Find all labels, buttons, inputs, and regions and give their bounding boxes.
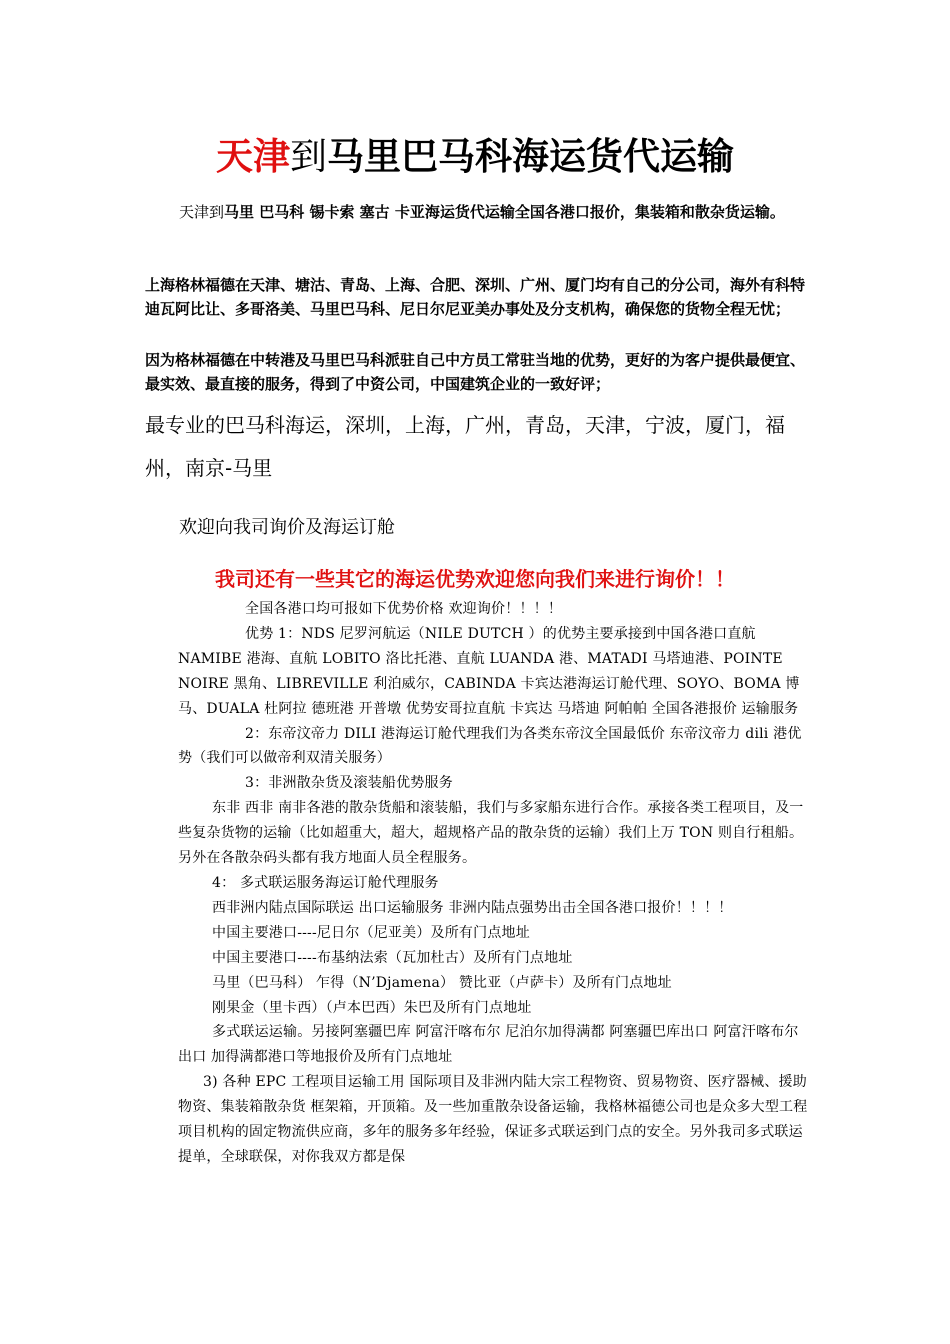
page-title xyxy=(0,126,950,180)
body-line-1: 全国各港口均可报如下优势价格 欢迎询价！！！！ xyxy=(245,601,563,617)
body-multimodal: 多式联运运输。另接阿塞疆巴库 阿富汗喀布尔 尼泊尔加得满都 阿塞疆巴库出口 阿富汗喀布尔出口 加得满都港口等地报价及所有门点地址 xyxy=(178,1024,799,1066)
title-destination: 马里巴马科海运货代运输 xyxy=(327,135,734,178)
body-inland-transport: 西非洲内陆点国际联运 出口运输服务 非洲内陆点强势出击全国各港口报价！！！！ xyxy=(212,899,733,916)
body-advantage-1: 优势 1：NDS 尼罗河航运（NILE DUTCH ）的优势主要承接到中国各港口直航 NAMIBE 港海、直航 LOBITO 洛比托港、直航 LUANDA 港、MATADI 马塔迪港、POINTE NOIRE 黑角、LIBREVILLE 利泊威尔，CABINDA 卡宾达港海运订舱代理、SOYO、BOMA 博马、DUALA 杜阿拉 德班港 开普墩 优势安哥拉直航 卡宾达 马塔迪 阿帕帕 全国各港报价 运输服务 xyxy=(178,625,800,717)
body-advantage-3: 东非 西非 南非各港的散杂货船和滚装船，我们与多家船东进行合作。承接各类工程项目，及一些复杂货物的运输（比如超重大，超大，超规格产品的散杂货的运输）我们上万 TON 则自行租船。另外在各散杂码头都有我方地面人员全程服务。 xyxy=(178,800,804,867)
advantage-paragraph: 因为格林福德在中转港及马里巴马科派驻自己中方员工常驻当地的优势，更好的为客户提供最便宜、最实效、最直接的服务，得到了中资公司，中国建筑企业的一致好评； xyxy=(145,351,806,393)
intro-rest: 马里 巴马科 锡卡索 塞古 卡亚海运货代运输全国各港口报价，集装箱和散杂货运输。 xyxy=(224,203,785,221)
body-route-niger: 中国主要港口----尼日尔（尼亚美）及所有门点地址 xyxy=(212,924,530,941)
ports-headline: 最专业的巴马科海运，深圳，上海，广州，青岛，天津，宁波，厦门，福州，南京-马里 xyxy=(145,413,785,480)
welcome-text: 欢迎向我司询价及海运订舱 xyxy=(179,517,395,538)
body-route-burkina: 中国主要港口----布基纳法索（瓦加杜古）及所有门点地址 xyxy=(212,949,573,966)
body-epc: 3) 各种 EPC 工程项目运输工用 国际项目及非洲内陆大宗工程物资、贸易物资、医疗器械、援助物资、集装箱散杂货 框架箱，开顶箱。及一些加重散杂设备运输，我格林福德公司也是众多大型工程项目机构的固定物流供应商，多年的服务多年经验，保证多式联运到门点的安全。另外我司多式联运提单，全球联保，对你我双方都是保 xyxy=(178,1074,808,1165)
body-advantage-2: 2：东帝汶帝力 DILI 港海运订舱代理我们为各类东帝汶全国最低价 东帝汶帝力 dili 港优势（我们可以做帝利双清关服务） xyxy=(178,725,802,767)
body-advantage-4-heading: 4： 多式联运服务海运订舱代理服务 xyxy=(212,874,439,891)
title-origin: 天津 xyxy=(216,134,290,178)
services-body xyxy=(178,597,808,1170)
body-advantage-3-heading: 3：非洲散杂货及滚装船优势服务 xyxy=(245,775,453,792)
notice-text: 我司还有一些其它的海运优势欢迎您向我们来进行询价！！ xyxy=(215,567,735,591)
body-route-mali: 马里（巴马科） 乍得（N’Djamena） 赞比亚（卢萨卡）及所有门点地址 xyxy=(212,974,672,991)
title-connector: 到 xyxy=(290,135,327,178)
intro-lead: 天津到 xyxy=(179,203,225,221)
company-paragraph: 上海格林福德在天津、塘沽、青岛、上海、合肥、深圳、广州、厦门均有自己的分公司，海外有科特迪瓦阿比让、多哥洛美、马里巴马科、尼日尔尼亚美办事处及分支机构，确保您的货物全程无忧； xyxy=(145,276,806,318)
intro-paragraph xyxy=(145,200,805,224)
body-route-congo: 刚果金（里卡西）（卢本巴西）朱巴及所有门点地址 xyxy=(212,999,532,1016)
